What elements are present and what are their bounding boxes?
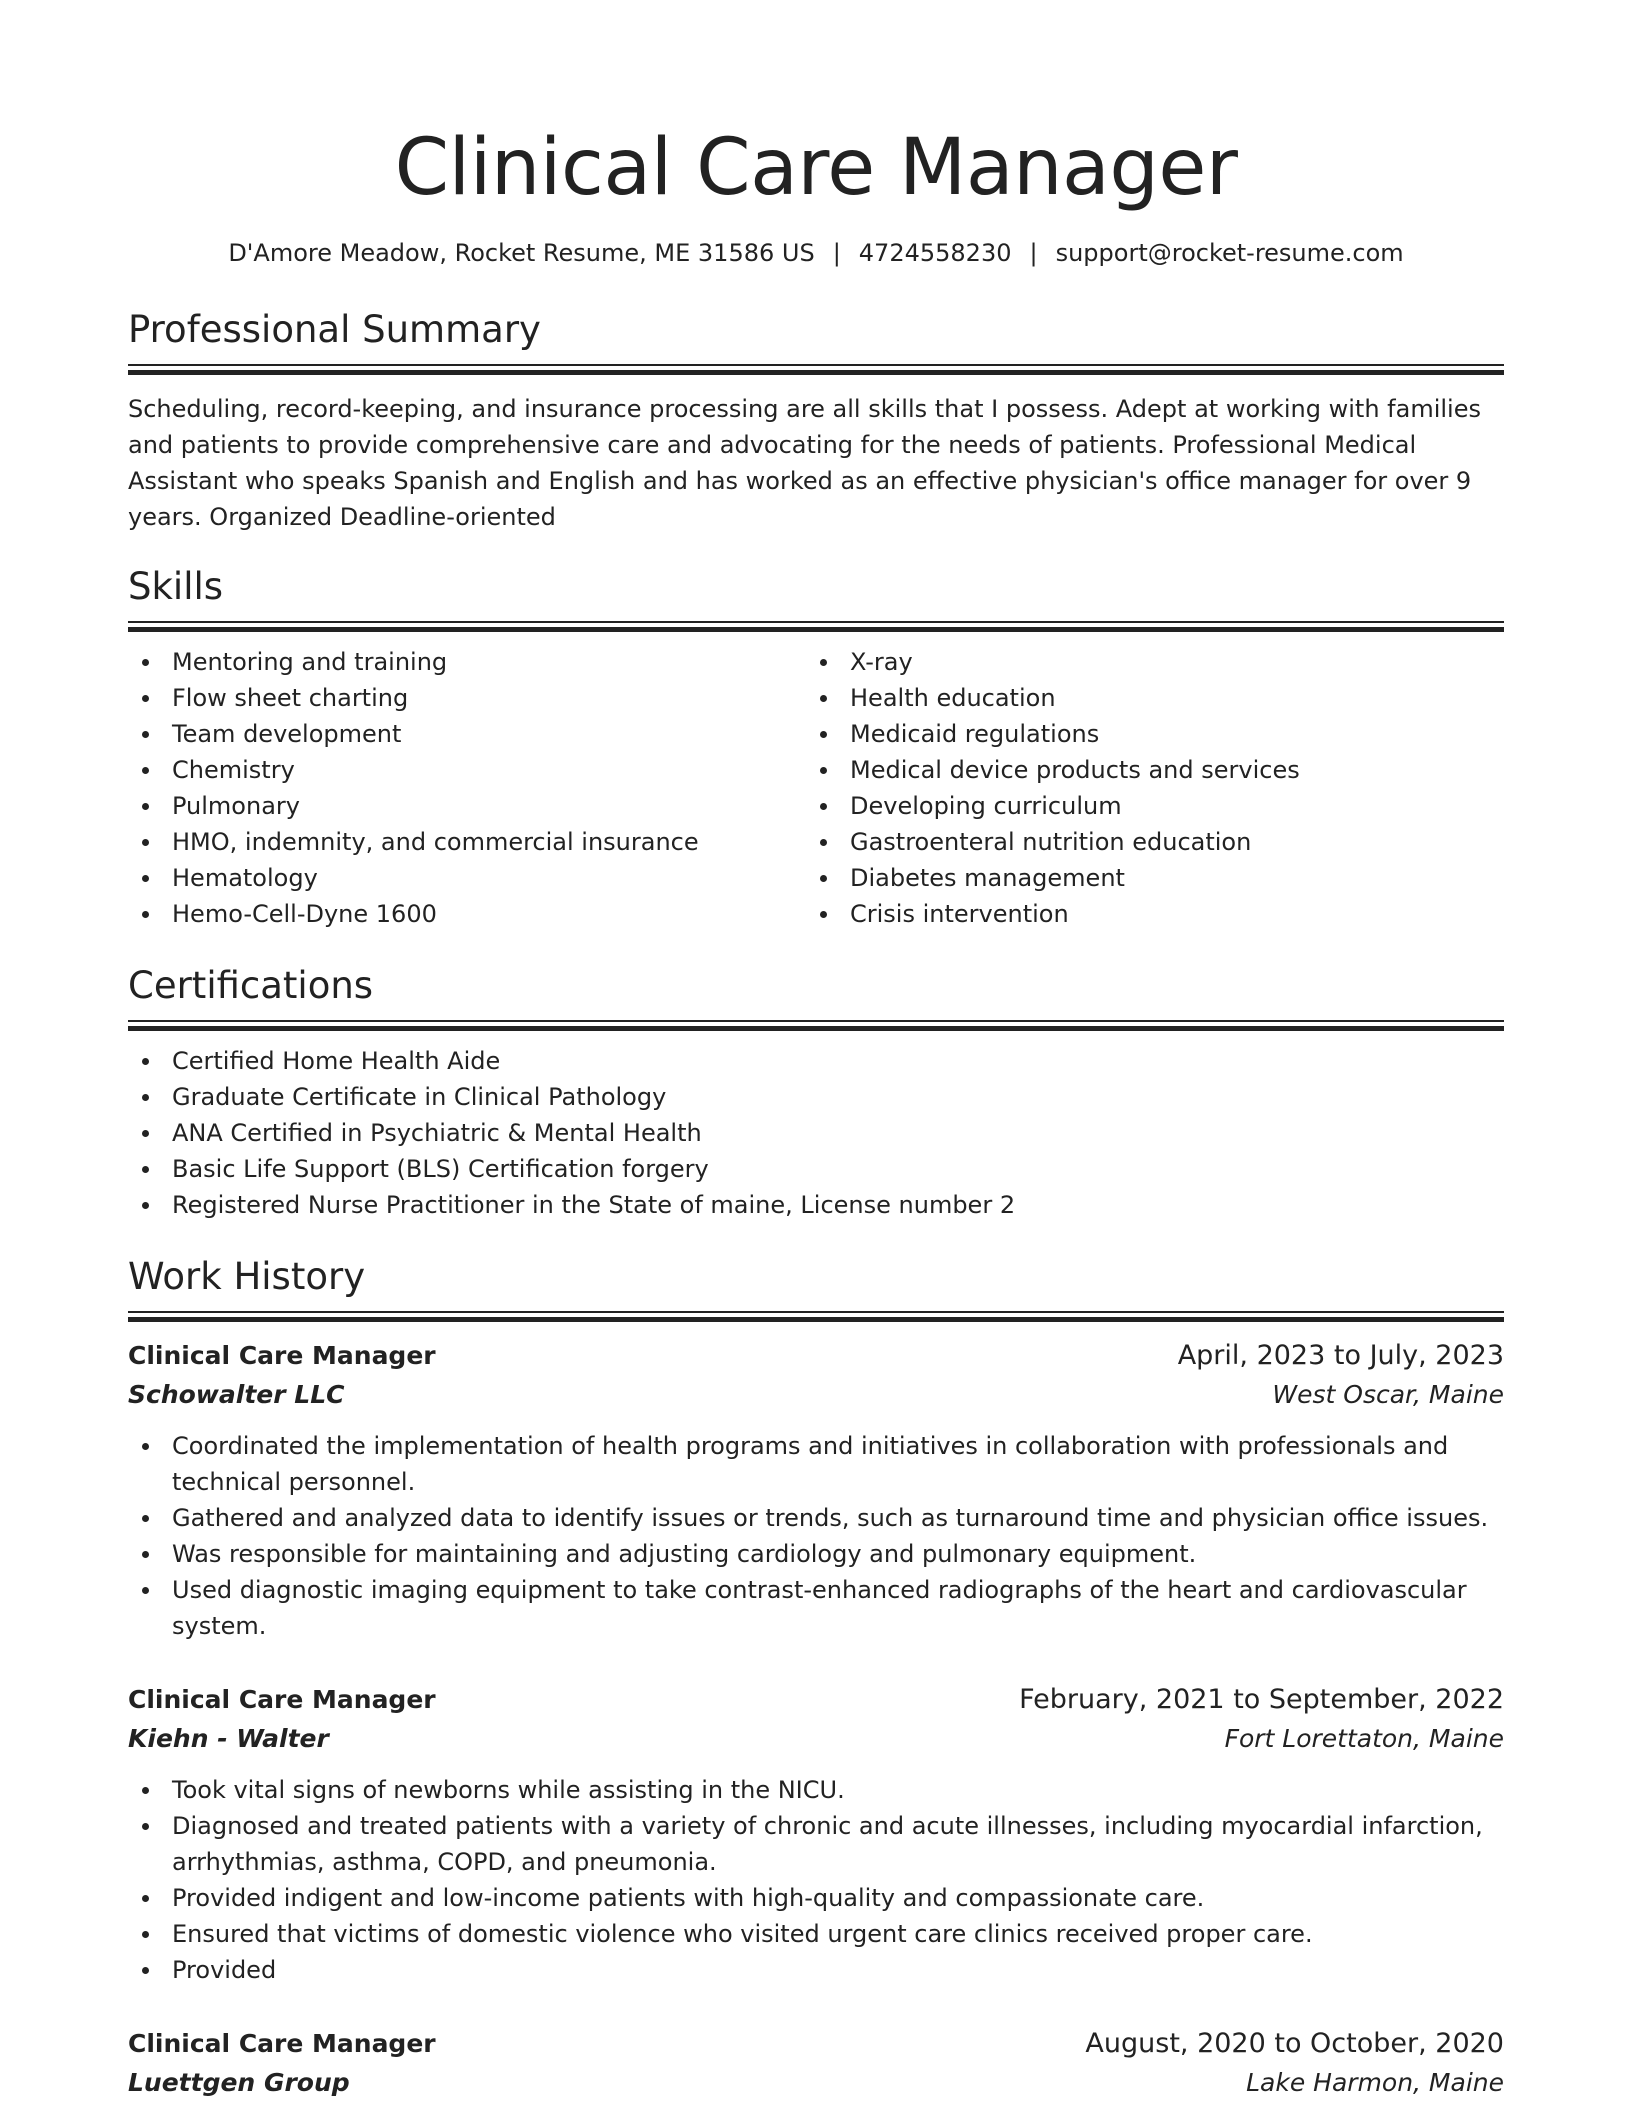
job-company-row (128, 1720, 1504, 1758)
job-bullet: Gathered and analyzed data to identify issues or trends, such as turnaround time and physician office issues. (128, 1500, 1504, 1536)
skill-item: Crisis intervention (806, 896, 1484, 932)
job-bullets (128, 1772, 1504, 1988)
skill-item: Gastroenteral nutrition education (806, 824, 1484, 860)
skill-item: Pulmonary (128, 788, 806, 824)
skill-item: Medicaid regulations (806, 716, 1484, 752)
job-company: Schowalter LLC (128, 1380, 345, 1409)
job-bullet: Provided indigent and low-income patients with high-quality and compassionate care. (128, 1880, 1504, 1916)
section-heading: Skills (128, 565, 224, 608)
job-location: West Oscar, Maine (1272, 1380, 1504, 1409)
job-location: Fort Lorettaton, Maine (1224, 1724, 1504, 1753)
job-bullet: Coordinated the implementation of health programs and initiatives in collaboration with professionals and technical personnel. (128, 1428, 1504, 1500)
job-company: Kiehn - Walter (128, 1724, 329, 1753)
section-divider (128, 364, 1504, 375)
job-dates: February, 2021 to September, 2022 (1019, 1684, 1504, 1715)
job-location: Lake Harmon, Maine (1246, 2068, 1504, 2097)
skills-grid (128, 644, 1504, 932)
skill-item: Health education (806, 680, 1484, 716)
certification-item: ANA Certified in Psychiatric & Mental Health (128, 1115, 1504, 1151)
skill-item: Diabetes management (806, 860, 1484, 896)
job-company-row (128, 1376, 1504, 1414)
job-bullet: Diagnosed and treated patients with a variety of chronic and acute illnesses, including myocardial infarction, arrhythmias, asthma, COPD, and pneumonia. (128, 1808, 1504, 1880)
skill-item: Team development (128, 716, 806, 752)
job-title: Clinical Care Manager (128, 1341, 436, 1370)
certification-item: Graduate Certificate in Clinical Pathology (128, 1079, 1504, 1115)
certification-item: Basic Life Support (BLS) Certification forgery (128, 1151, 1504, 1187)
job-bullets (128, 1428, 1504, 1644)
skill-item: Hematology (128, 860, 806, 896)
job-dates: April, 2023 to July, 2023 (1177, 1340, 1504, 1371)
job-dates: August, 2020 to October, 2020 (1085, 2028, 1504, 2059)
certification-item: Certified Home Health Aide (128, 1043, 1504, 1079)
section-divider (128, 621, 1504, 632)
skill-item: Medical device products and services (806, 752, 1484, 788)
section-heading: Professional Summary (128, 308, 541, 351)
certifications-section (128, 962, 1504, 1223)
job-header-row (128, 1680, 1504, 1720)
skill-item: X-ray (806, 644, 1484, 680)
section-heading: Certifications (128, 964, 374, 1007)
job-company: Luettgen Group (128, 2068, 350, 2097)
contact-separator: | (832, 239, 841, 267)
skill-item: HMO, indemnity, and commercial insurance (128, 824, 806, 860)
skills-right-list (806, 644, 1484, 932)
job-entry (128, 2024, 1504, 2102)
job-header-row (128, 1336, 1504, 1376)
skills-left-list (128, 644, 806, 932)
job-entry (128, 1336, 1504, 1644)
job-title: Clinical Care Manager (128, 2029, 436, 2058)
summary-text: Scheduling, record-keeping, and insurance processing are all skills that I possess. Adept at working with families and patients to provide comprehensive care and advocating for the needs of patients. Professional Medical Assistant who speaks Spanish and English and has worked as an effective physician's office manager for over 9 years. Organized Deadline-oriented (128, 395, 1481, 531)
professional-summary-section (128, 306, 1504, 535)
certification-item: Registered Nurse Practitioner in the State of maine, License number 2 (128, 1187, 1504, 1223)
contact-email[interactable]: support@rocket-resume.com (1055, 239, 1404, 267)
job-title: Clinical Care Manager (128, 1685, 436, 1714)
section-divider (128, 1020, 1504, 1031)
job-bullet: Was responsible for maintaining and adjusting cardiology and pulmonary equipment. (128, 1536, 1504, 1572)
job-entry (128, 1680, 1504, 1988)
work-history-section (128, 1253, 1504, 2102)
contact-address: D'Amore Meadow, Rocket Resume, ME 31586 US (228, 239, 815, 267)
skill-item: Chemistry (128, 752, 806, 788)
job-company-row (128, 2064, 1504, 2102)
skill-item: Flow sheet charting (128, 680, 806, 716)
skill-item: Mentoring and training (128, 644, 806, 680)
contact-line (128, 236, 1504, 270)
contact-separator: | (1029, 239, 1038, 267)
job-bullet: Provided (128, 1952, 1504, 1988)
section-divider (128, 1311, 1504, 1322)
skill-item: Developing curriculum (806, 788, 1484, 824)
contact-phone: 4724558230 (858, 239, 1012, 267)
job-header-row (128, 2024, 1504, 2064)
skill-item: Hemo-Cell-Dyne 1600 (128, 896, 806, 932)
job-bullet: Used diagnostic imaging equipment to take contrast-enhanced radiographs of the heart and cardiovascular system. (128, 1572, 1504, 1644)
section-heading: Work History (128, 1255, 366, 1298)
resume-title: Clinical Care Manager (394, 123, 1238, 213)
skills-section (128, 563, 1504, 932)
job-bullet: Took vital signs of newborns while assisting in the NICU. (128, 1772, 1504, 1808)
resume-page (128, 118, 1504, 2102)
job-bullet: Ensured that victims of domestic violence who visited urgent care clinics received proper care. (128, 1916, 1504, 1952)
certifications-list (128, 1043, 1504, 1223)
